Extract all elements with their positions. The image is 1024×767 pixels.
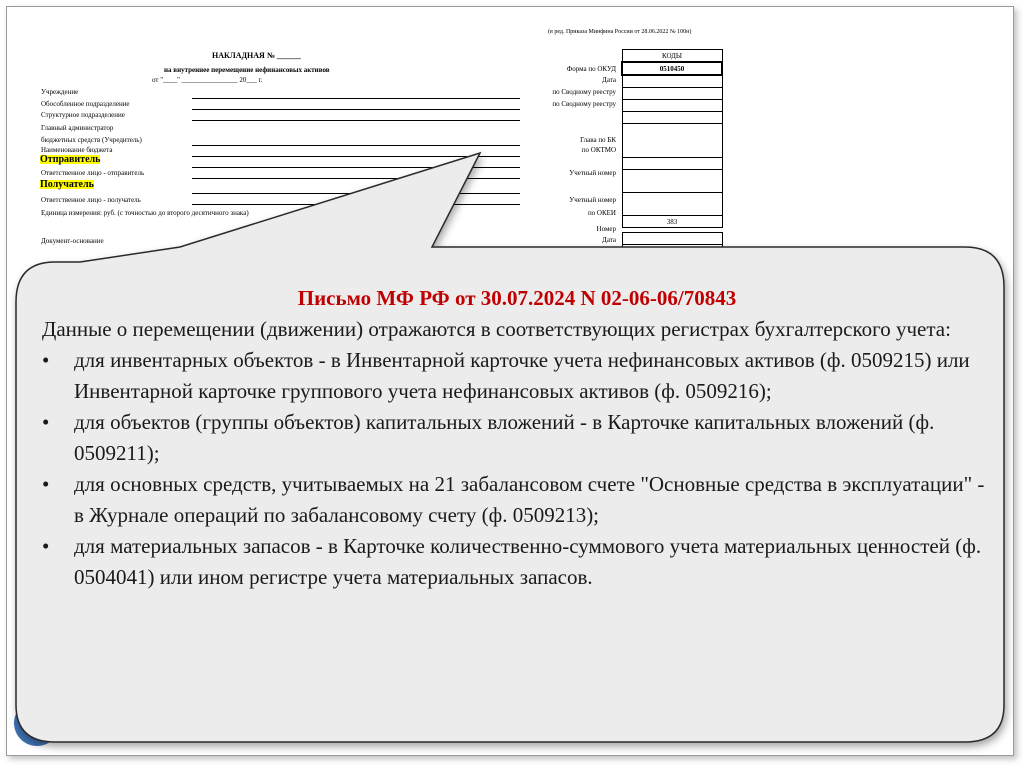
- list-item: • для инвентарных объектов - в Инвентарной карточке учета нефинансовых активов (ф. 0509215) или Инвентарной карточке группового учета нефинансовых активов (ф. 0509216);: [42, 345, 992, 407]
- form-date-line: от "____" ________________ 20___ г.: [152, 76, 263, 84]
- label-date: Дата: [602, 76, 616, 84]
- label-date-2: Дата: [602, 236, 616, 244]
- form-title: НАКЛАДНАЯ № ______: [212, 51, 301, 60]
- form-subtitle: на внутреннее перемещение нефинансовых активов: [164, 66, 330, 74]
- letter-title: Письмо МФ РФ от 30.07.2024 N 02-06-06/70843: [297, 286, 737, 310]
- label-founder: бюджетных средств (Учредитель): [41, 136, 142, 144]
- okei-code: 383: [622, 216, 722, 228]
- label-separate-division: Обособленное подразделение: [41, 100, 130, 108]
- edition-note: (в ред. Приказа Минфина России от 28.06.2022 № 100н): [548, 29, 692, 35]
- label-budget-name: Наименование бюджета: [41, 146, 113, 154]
- label-registry-1: по Сводному реестру: [552, 88, 616, 96]
- callout-content: [42, 283, 992, 593]
- label-main-administrator: Главный администратор: [41, 124, 114, 132]
- label-okei: по ОКЕИ: [587, 209, 616, 217]
- label-oktmo: по ОКТМО: [581, 146, 616, 154]
- label-bk: Глава по БК: [580, 136, 616, 144]
- list-item: • для объектов (группы объектов) капитальных вложений - в Карточке капитальных вложений (ф. 0509211);: [42, 407, 992, 469]
- label-sender-responsible: Ответственное лицо - отправитель: [41, 169, 145, 177]
- label-structural-division: Структурное подразделение: [41, 111, 125, 119]
- label-sender: Отправитель: [40, 154, 101, 165]
- label-institution: Учреждение: [41, 88, 79, 96]
- label-registry-2: по Сводному реестру: [552, 100, 616, 108]
- callout-intro: Данные о перемещении (движении) отражаются в соответствующих регистрах бухгалтерского учета:: [42, 317, 951, 341]
- okud-code: 0510450: [622, 62, 722, 75]
- label-receiver: Получатель: [40, 179, 94, 190]
- label-unit: Единица измерения: руб. (с точностью до второго десятичного знака): [41, 209, 249, 217]
- label-account-2: Учетный номер: [569, 196, 616, 204]
- registers-list: [42, 345, 992, 593]
- label-basis-document: Документ-основание: [41, 237, 104, 245]
- list-item: • для основных средств, учитываемых на 21 забалансовом счете "Основные средства в эксплуатации" - в Журнале операций по забалансовому счету (ф. 0509213);: [42, 469, 992, 531]
- label-receiver-responsible: Ответственное лицо - получатель: [41, 196, 141, 204]
- codes-header: КОДЫ: [622, 50, 722, 63]
- list-item: • для материальных запасов - в Карточке количественно-суммового учета материальных ценностей (ф. 0504041) или ином регистре учета материальных запасов.: [42, 531, 992, 593]
- label-number: Номер: [596, 225, 616, 233]
- label-account-1: Учетный номер: [569, 169, 616, 177]
- label-okud: Форма по ОКУД: [566, 65, 616, 73]
